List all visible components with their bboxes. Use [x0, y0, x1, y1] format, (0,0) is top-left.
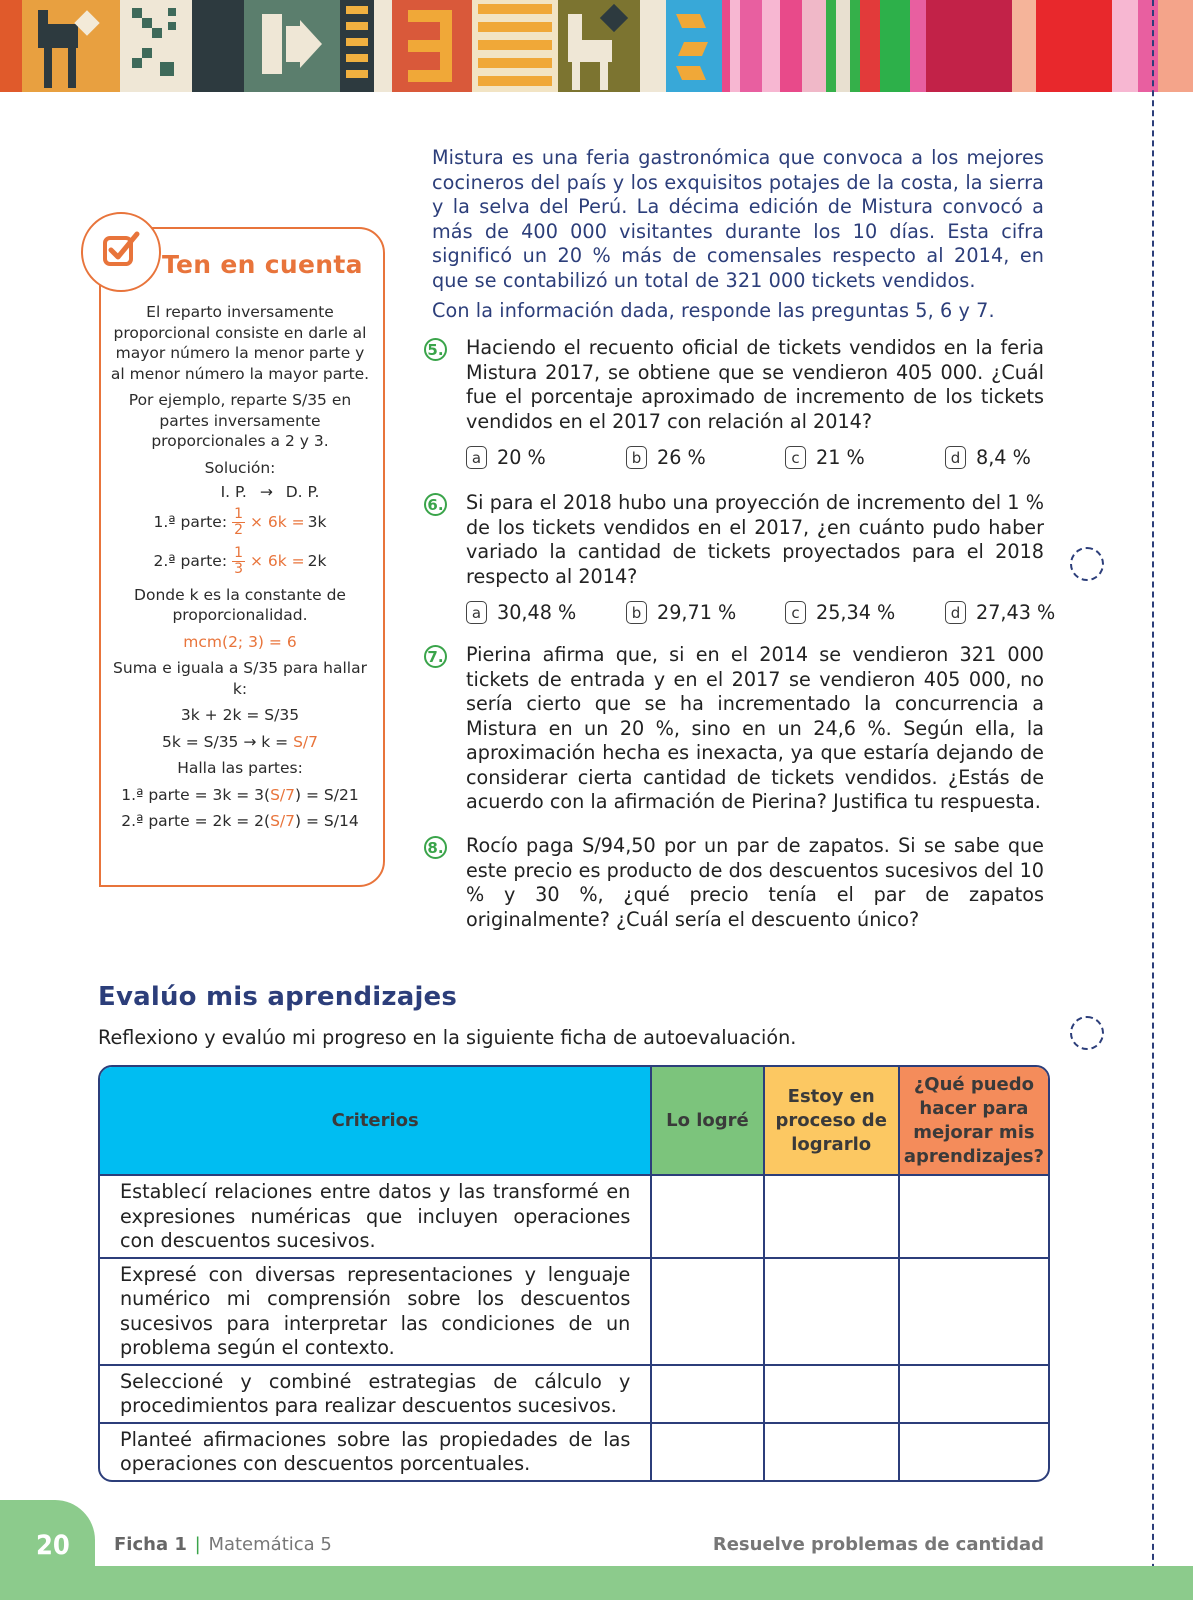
option-d[interactable] [945, 601, 1055, 624]
question-number: 8. [424, 836, 447, 859]
en-proceso-cell[interactable] [764, 1423, 899, 1480]
question-number: 6. [424, 493, 447, 516]
intro-instruction: Con la información dada, responde las preguntas 5, 6 y 7. [432, 299, 995, 322]
mejorar-cell[interactable] [899, 1365, 1048, 1423]
eq2-left: 5k = S/35 → k = [161, 732, 289, 751]
ip-label: I. P. [220, 483, 247, 501]
option-letter: d [945, 446, 966, 469]
lo-logre-cell[interactable] [651, 1175, 763, 1258]
option-value: 20 % [497, 446, 546, 469]
mejorar-cell[interactable] [899, 1258, 1048, 1365]
res1-mid: S/7 [270, 785, 296, 804]
option-letter: a [466, 601, 487, 624]
option-a[interactable] [466, 446, 546, 469]
question-5 [424, 336, 1044, 434]
tip-example: Por ejemplo, reparte S/35 en partes inversamente proporcionales a 2 y 3. [128, 391, 352, 450]
eq2-right: S/7 [293, 732, 319, 751]
option-c[interactable] [785, 601, 895, 624]
criterion-cell: Establecí relaciones entre datos y las transformé en expresiones numéricas que incluyen operaciones con descuentos sucesivos. [100, 1175, 651, 1258]
cut-line [1152, 0, 1154, 1600]
part2-label: 2.ª parte: [153, 551, 228, 570]
lo-logre-cell[interactable] [651, 1423, 763, 1480]
mejorar-cell[interactable] [899, 1175, 1048, 1258]
criterion-cell: Seleccioné y combiné estrategias de cálculo y procedimientos para realizar descuentos sucesivos. [100, 1365, 651, 1423]
tip-definition: El reparto inversamente proporcional consiste en darle al mayor número la menor parte y al menor número la mayor parte. [110, 303, 370, 383]
option-value: 26 % [657, 446, 706, 469]
option-value: 8,4 % [976, 446, 1031, 469]
tip-part2 [108, 546, 372, 577]
intro-paragraph: Mistura es una feria gastronómica que convoca a los mejores cocineros del país y los exquisitos potajes de la costa, la sierra y la selva del Perú. La décima edición de Mistura convocó a más de 400 000 visitantes durante los 10 días. Esta cifra significó un 20 % más de comensales respecto al 2014, en que se contabilizó un total de 321 000 tickets vendidos. [432, 146, 1044, 292]
tip-solution-label: Solución: [204, 458, 276, 477]
header-lo-logre: Lo logré [651, 1067, 763, 1175]
checkbox-check-icon [99, 228, 143, 276]
option-letter: c [785, 601, 806, 624]
footer-left [114, 1534, 332, 1555]
option-value: 27,43 % [976, 601, 1056, 624]
fraction [232, 507, 245, 538]
res1-right: ) = S/21 [295, 785, 359, 804]
intro-section [432, 146, 1044, 324]
res2-mid: S/7 [270, 812, 296, 830]
lo-logre-cell[interactable] [651, 1365, 763, 1423]
self-evaluation-table [98, 1065, 1050, 1482]
part1-label: 1.ª parte: [153, 512, 228, 531]
option-letter: b [626, 601, 647, 624]
part2-result: 2k [307, 551, 327, 570]
tip-body [108, 302, 372, 838]
header-criterios: Criterios [100, 1067, 651, 1175]
option-value: 21 % [816, 446, 865, 469]
table-row [100, 1258, 1048, 1365]
fraction [232, 546, 245, 577]
question-text: Si para el 2018 hubo una proyección de incremento del 1 % de los tickets vendidos en el 2017, ¿en cuánto pudo haber variado la cantidad de tickets proyectados para el 2018 respecto al 2014? [466, 491, 1044, 588]
question-6 [424, 491, 1044, 589]
tip-sum: Suma e iguala a S/35 para hallar k: [113, 659, 367, 698]
part2-mult: × 6k = [249, 551, 305, 570]
option-a[interactable] [466, 601, 576, 624]
header-en-proceso: Estoy en proceso de lograrlo [764, 1067, 899, 1175]
tip-badge [81, 212, 161, 292]
tip-part1 [108, 507, 372, 538]
criterion-cell: Expresé con diversas representaciones y lenguaje numérico mi comprensión sobre los descuentos sucesivos para interpretar las condiciones de un problema según el contexto. [100, 1258, 651, 1365]
textile-pattern-banner [0, 0, 1193, 92]
table-row [100, 1423, 1048, 1480]
option-letter: a [466, 446, 487, 469]
question-7 [424, 643, 1044, 815]
tip-res1 [108, 785, 372, 806]
header-mejorar: ¿Qué puedo hacer para mejorar mis aprendizajes? [899, 1067, 1048, 1175]
tip-eq2 [108, 732, 372, 753]
criterion-cell: Planteé afirmaciones sobre las propiedades de las operaciones con descuentos porcentuales. [100, 1423, 651, 1480]
question-text: Pierina afirma que, si en el 2014 se vendieron 321 000 tickets de entrada y en el 2017 se vendieron 405 000, no sería cierto que se ha incrementado la concurrencia a Mistura en un 20 %, sino en un 24,6 %. Según ella, la aproximación hecha es inexacta, ya que estaría dejando de considerar cierta cantidad de tickets vendidos. ¿Estás de acuerdo con la afirmación de Pierina? Justifica tu respuesta. [466, 643, 1044, 813]
option-letter: b [626, 446, 647, 469]
tip-res2 [108, 811, 372, 832]
tip-halla: Halla las partes: [177, 759, 303, 777]
res1-left: 1.ª parte = 3k = 3( [121, 785, 271, 804]
tip-title: Ten en cuenta [162, 250, 363, 279]
question-text: Haciendo el recuento oficial de tickets vendidos en la feria Mistura 2017, se obtiene que se vendieron 405 000. ¿Cuál fue el porcentaje aproximado de incremento de los tickets vendidos en el 2017 con relación al 2014? [466, 336, 1044, 433]
option-d[interactable] [945, 446, 1031, 469]
punch-hole-marker [1070, 1016, 1104, 1050]
part1-mult: × 6k = [249, 512, 305, 531]
res2-left: 2.ª parte = 2k = 2( [121, 812, 271, 830]
lo-logre-cell[interactable] [651, 1258, 763, 1365]
fraction-denominator: 2 [234, 521, 243, 538]
footer-separator: | [194, 1534, 201, 1555]
res2-right: ) = S/14 [295, 812, 359, 830]
question-8 [424, 834, 1044, 932]
evaluation-title: Evalúo mis aprendizajes [98, 982, 458, 1012]
en-proceso-cell[interactable] [764, 1175, 899, 1258]
dp-label: D. P. [285, 483, 320, 501]
footer-bar [0, 1566, 1193, 1600]
en-proceso-cell[interactable] [764, 1258, 899, 1365]
question-number: 7. [424, 645, 447, 668]
table-row [100, 1175, 1048, 1258]
tip-eq1: 3k + 2k = S/35 [180, 706, 300, 724]
punch-hole-marker [1070, 547, 1104, 581]
en-proceso-cell[interactable] [764, 1365, 899, 1423]
question-6-options [466, 601, 1066, 631]
option-value: 25,34 % [816, 601, 896, 624]
tip-constant: Donde k es la constante de proporcionalidad. [134, 585, 346, 624]
table-row [100, 1365, 1048, 1423]
part1-result: 3k [307, 512, 327, 531]
tip-mcm: mcm(2; 3) = 6 [183, 632, 297, 651]
fraction-numerator: 1 [234, 544, 243, 561]
arrow-icon: → [259, 483, 273, 501]
option-c[interactable] [785, 446, 865, 469]
option-value: 30,48 % [497, 601, 577, 624]
option-value: 29,71 % [657, 601, 737, 624]
fraction-denominator: 3 [234, 560, 243, 577]
table-header-row [100, 1067, 1048, 1175]
footer-competency: Resuelve problemas de cantidad [712, 1534, 1044, 1555]
option-b[interactable] [626, 601, 736, 624]
fraction-numerator: 1 [234, 505, 243, 522]
mejorar-cell[interactable] [899, 1423, 1048, 1480]
option-b[interactable] [626, 446, 706, 469]
footer-ficha: Ficha 1 [114, 1534, 187, 1555]
question-5-options [466, 446, 1066, 476]
question-text: Rocío paga S/94,50 por un par de zapatos. Si se sabe que este precio es producto de dos descuentos sucesivos del 10 % y 30 %, ¿qué precio tenía el par de zapatos originalmente? ¿Cuál sería el descuento único? [466, 834, 1044, 931]
footer-subject: Matemática 5 [208, 1534, 332, 1555]
evaluation-subtitle: Reflexiono y evalúo mi progreso en la siguiente ficha de autoevaluación. [98, 1026, 797, 1049]
question-number: 5. [424, 338, 447, 361]
tip-ip-dp [168, 482, 372, 503]
option-letter: d [945, 601, 966, 624]
option-letter: c [785, 446, 806, 469]
page-number: 20 [36, 1530, 70, 1561]
